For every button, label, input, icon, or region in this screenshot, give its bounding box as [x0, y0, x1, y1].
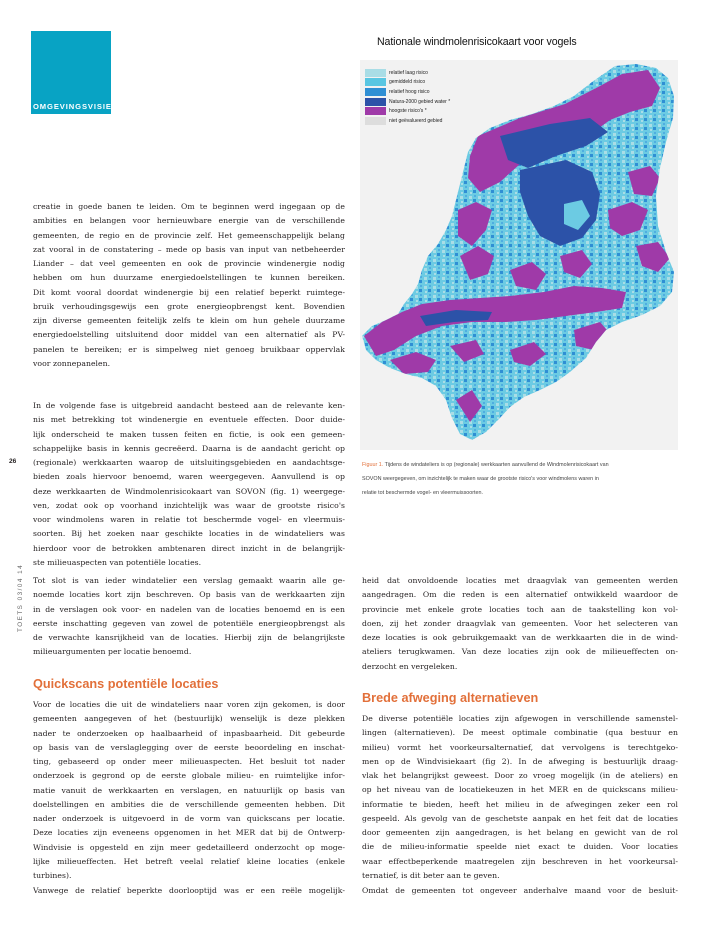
page-number: 26 — [9, 458, 17, 465]
text-line: Voor de locaties die uit de windateliers naar voren zijn gekomen, is door — [33, 700, 345, 709]
text-line: ateliers terugkwamen. Van deze locaties zijn ook de milieueffecten on- — [362, 647, 678, 657]
text-line: noemde locaties kort zijn beschreven. Op basis van de werkkaarten zijn — [33, 590, 345, 600]
legend-item — [365, 116, 467, 126]
text-line: Tot slot is van ieder windatelier een verslag gemaakt waarin alle ge- — [33, 576, 345, 585]
text-line: eerste inschatting gegeven van zowel de potentiële energieopbrengst als — [33, 618, 345, 628]
legend-label: relatief hoog risico — [389, 88, 430, 95]
text-line: Liander – dat veel gemeenten en ook de provincie windenergie nodig — [33, 259, 345, 268]
legend-swatch — [365, 98, 386, 106]
text-line: bruik verhoudingsgewijs een grote energieopbrengst kent. Bovendien — [33, 301, 345, 311]
text-line: turbines). — [33, 871, 72, 880]
legend-label: gemiddeld risico — [389, 79, 426, 86]
text-line: ternatief, is dit beter aan te geven. — [362, 870, 500, 880]
text-line: op basis van de verslaglegging over de eerste beoordeling en inschat- — [33, 742, 345, 752]
body-paragraph — [33, 399, 345, 570]
text-line: ven, zodat ook op voorhand inzichtelijk was waar de grootste risico's — [33, 500, 345, 510]
text-line: vlak het belangrijkst geweest. Door zo vroeg mogelijk (in de ateliers) en — [362, 771, 678, 780]
text-line: Omdat de gemeenten tot ongeveer anderhalve maand voor de besluit- — [362, 886, 678, 895]
legend-item — [365, 97, 467, 107]
text-line: Windvisie is opgesteld en zijn meer gedetailleerd onderzocht op moge- — [33, 842, 345, 852]
body-paragraph — [33, 884, 345, 898]
legend-swatch — [365, 88, 386, 96]
text-line: hebben om hun duurzame energiedoelstellingen te kunnen bereiken. — [33, 273, 345, 283]
legend-label: hoogste risico's * — [389, 108, 427, 115]
text-line: nader onderzoek is uitgevoerd in de vorm van quickscans per locatie. — [33, 814, 345, 823]
caption-line: SOVON weergegeven, om inzichtelijk te maken waar de grootste risico's voor windmolens waren in — [362, 476, 599, 483]
caption-label: Figuur 1. — [362, 462, 384, 468]
section-tag: OMGEVINGSVISIE — [33, 102, 112, 111]
text-line: de verwachte kansrijkheid van de locaties. Hierbij zijn de belangrijkste — [33, 633, 345, 642]
legend-swatch — [365, 107, 386, 115]
text-line: ambities en belangen voor hernieuwbare energie van de verschillende — [33, 216, 345, 226]
legend-swatch — [365, 117, 386, 125]
text-line: lijke milieueffecten. Het betreft veelal relatief kleine locaties (enkele — [33, 856, 345, 866]
legend-label: relatief laag risico — [389, 69, 428, 76]
section-color-block — [31, 31, 111, 113]
text-line: deze locaties is ook gebruikgemaakt van de werkkaarten die in de wind- — [362, 633, 678, 642]
issue-label: TOETS 03/04 14 — [17, 563, 24, 632]
legend-item — [365, 68, 467, 78]
text-line: milieuargumenten per locatie benoemd. — [33, 647, 192, 657]
section-heading: Quickscans potentiële locaties — [33, 677, 219, 691]
text-line: gemeenten aangegeven of het (bestuurlijk) wenselijk is deze plekken — [33, 714, 345, 724]
text-line: voor windmolens waren in relatie tot beschermde vogel- en vleermuis- — [33, 515, 345, 524]
section-heading: Brede afweging alternatieven — [362, 691, 539, 705]
text-line: op het niveau van de locatiekeuzen in het MER en de quickscans milieu- — [362, 785, 678, 795]
text-line: bieden zoals hiervoor benoemd, waren weergegeven. Aanvullend is op — [33, 472, 345, 482]
text-line: voor zonnepanelen. — [33, 358, 111, 368]
text-line: informatie te bieden, heeft het milieu in de afwegingen zeker een rol — [362, 799, 678, 809]
legend-item — [365, 106, 467, 116]
text-line: hierdoor voor de betrokken ambtenaren direct inzicht in de belangrijk- — [33, 543, 345, 553]
text-line: nis met betrekking tot windenergie en eventuele effecten. Door duide- — [33, 415, 345, 425]
text-line: Deze locaties zijn eveneens opgenomen in het MER dat bij de Ontwerp- — [33, 828, 345, 838]
text-line: (regionale) werkkaarten waarop de uitsluitingsgebieden en aandachtsge- — [33, 458, 345, 467]
text-line: doelstellingen en ambities die de verschillende gemeenten hebben. Dit — [33, 799, 345, 809]
text-line: derzocht en vergeleken. — [362, 661, 458, 671]
text-line: waar effectbeperkende maatregelen zijn beschreven in het voorkeursal- — [362, 856, 678, 866]
caption-line: relatie tot beschermde vogel- en vleermuissoorten. — [362, 490, 484, 497]
text-line: gemeenten, de regio en de provincie zelf. Het gemeenschappelijk belang — [33, 230, 345, 240]
text-line: ting, gebaseerd op onder meer milieuaspecten. Het besluit tot nader — [33, 757, 345, 766]
legend-swatch — [365, 78, 386, 86]
figure-caption — [362, 458, 682, 501]
legend-swatch — [365, 69, 386, 77]
text-line: deze werkkaarten de Windmolenrisicokaart van SOVON (fig. 1) weergege- — [33, 486, 345, 496]
text-line: gespeeld. Als gevolg van de geschetste aanpak en het feit dat de locaties — [362, 813, 678, 823]
body-paragraph — [33, 574, 345, 660]
figure-title: Nationale windmolenrisicokaart voor vogels — [377, 36, 577, 48]
text-line: onderzoek is gegrond op de eerste globale milieu- en ruimtelijke infor- — [33, 771, 345, 781]
text-line: matie vanuit de werkkaarten en verslagen, en natuurlijk op basis van — [33, 785, 345, 795]
text-line: In de volgende fase is uitgebreid aandacht besteed aan de relevante ken- — [33, 401, 345, 410]
text-line: zijn diverse gemeenten feitelijk zelfs te klein om hun gehele duurzame — [33, 316, 345, 325]
text-line: ste milieuaspecten van potentiële locaties. — [33, 557, 202, 567]
text-line: energiedoelstelling uitsluitend door middel van een alternatief als PV- — [33, 330, 345, 340]
body-paragraph — [362, 712, 678, 883]
body-paragraph — [362, 884, 678, 898]
text-line: schappelijke basis in kennis gecreëerd. Daarna is de aandacht gericht op — [33, 443, 345, 453]
legend-item — [365, 78, 467, 88]
map-legend — [365, 68, 467, 126]
text-line: doen, zij het zonder draagvlak van gemeenten. Voor het selecteren van — [362, 618, 678, 628]
body-paragraph — [362, 574, 678, 674]
text-line: men op de Windvisiekaart (fig 2). In de afweging is bestuurlijk draag- — [362, 756, 678, 766]
section-rule — [31, 113, 111, 114]
text-line: provincie met enkele grote locaties toch aan de taakstelling kon vol- — [362, 604, 678, 614]
legend-label: Natura-2000 gebied water * — [389, 98, 451, 105]
text-line: die de milieu-informatie speelde niet exact te duiden. Voor locaties — [362, 842, 678, 852]
caption-line: Tijdens de windateliers is op (regionale) werkkaarten aanvullend de Windmolenrisicokaart van — [383, 462, 609, 468]
text-line: door gemeenten zijn aangedragen, is het belang en gewicht van de rol — [362, 828, 678, 837]
text-line: aangedragen. Om die reden is een alternatief ontwikkeld waardoor de — [362, 590, 678, 600]
text-line: panelen te bereiken; er is simpelweg niet genoeg bruikbaar oppervlak — [33, 344, 345, 354]
text-line: nader te onderzoeken op haalbaarheid of inpasbaarheid. Dit gebeurde — [33, 728, 345, 738]
text-line: De diverse potentiële locaties zijn afgewogen in verschillende samenstel- — [362, 714, 678, 723]
text-line: Vanwege de relatief beperkte doorlooptijd was er een reële mogelijk- — [33, 886, 345, 895]
legend-item — [365, 87, 467, 97]
text-line: Dit komt vooral doordat windenergie bij een relatief beperkt ruimtege- — [33, 287, 345, 297]
legend-label: niet geëvalueerd gebied — [389, 117, 443, 124]
text-line: in de verslagen ook voor- en nadelen van de locaties benoemd en is een — [33, 604, 345, 614]
text-line: creatie in goede banen te leiden. Om te beginnen werd ingegaan op de — [33, 202, 345, 211]
text-line: zat vooral in de constatering – mede op basis van input van netbeheerder — [33, 244, 345, 254]
text-line: heid dat onvoldoende locaties met draagvlak van gemeenten werden — [362, 576, 678, 585]
text-line: milieu) vormt het voorkeursalternatief, dat vervolgens is terechtgeko- — [362, 742, 678, 752]
body-paragraph — [33, 200, 345, 371]
text-line: soorten. Bij het zoeken naar geschikte locaties in de windateliers was — [33, 529, 345, 539]
body-paragraph — [33, 698, 345, 883]
text-line: lijk onderscheid te maken tussen feiten en fictie, is ook een gemeen- — [33, 429, 345, 439]
text-line: lingen (alternatieven). De meest optimale combinatie (qua bestuur en — [362, 728, 678, 738]
